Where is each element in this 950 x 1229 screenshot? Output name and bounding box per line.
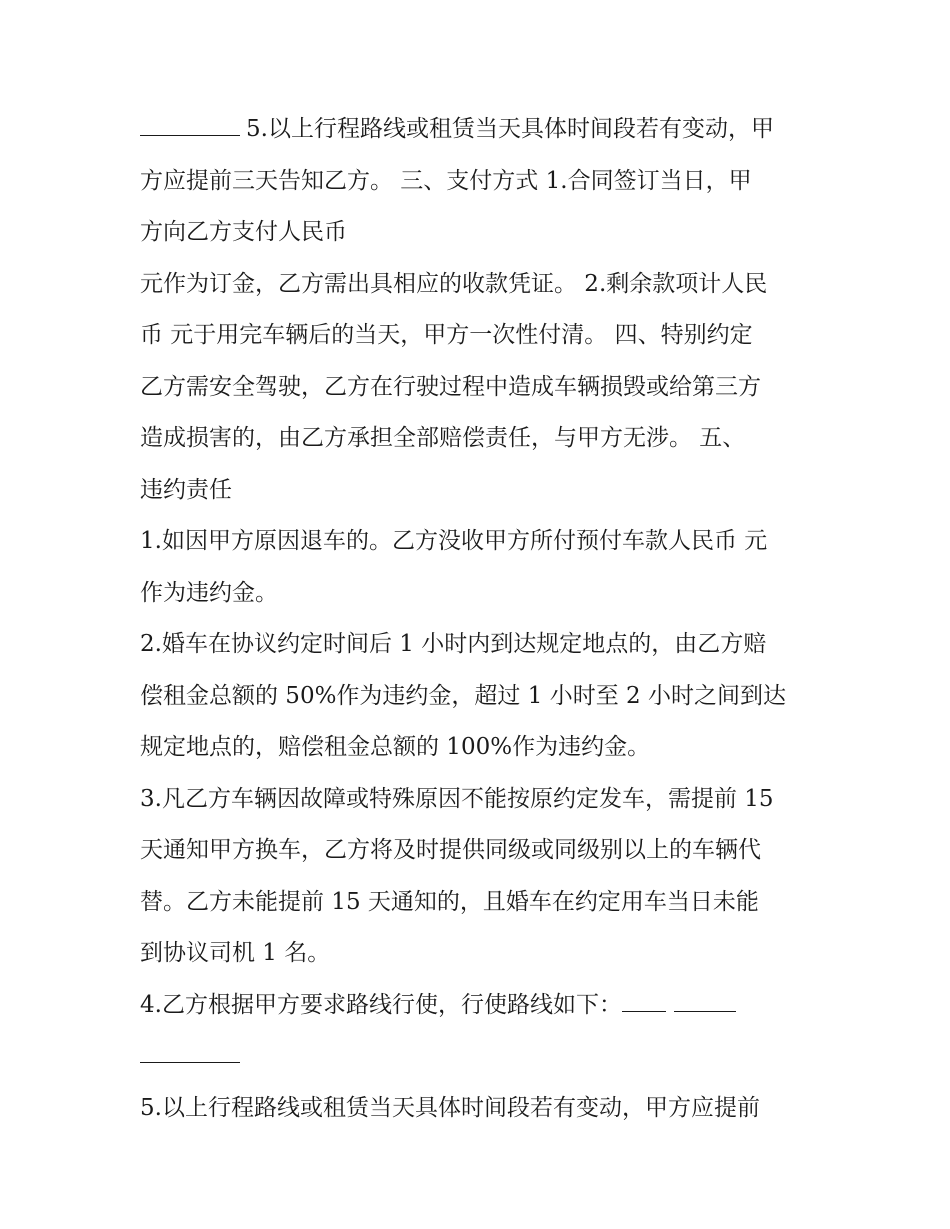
text-line <box>140 104 820 156</box>
line-text: 5.以上行程路线或租赁当天具体时间段若有变动，甲方应提前 <box>140 1094 760 1121</box>
text-line <box>140 825 820 877</box>
line-text: 方向乙方支付人民币 <box>140 219 347 245</box>
text-line <box>140 207 820 259</box>
text-line <box>140 259 820 311</box>
text-line <box>140 310 820 362</box>
line-text: 偿租金总额的 50%作为违约金，超过 1 小时至 2 小时之间到达 <box>140 682 786 709</box>
text-line <box>140 619 820 671</box>
line-text: 5.以上行程路线或租赁当天具体时间段若有变动，甲 <box>246 116 774 142</box>
text-line <box>140 980 820 1032</box>
blank-underline <box>140 1032 240 1063</box>
text-line <box>140 156 820 208</box>
text-line <box>140 1083 820 1135</box>
text-line <box>140 516 820 568</box>
line-text: 1.如因甲方原因退车的。乙方没收甲方所付预付车款人民币 元 <box>140 528 768 554</box>
blank-underline <box>674 981 736 1012</box>
text-line <box>140 928 820 980</box>
blank-underline <box>622 981 666 1012</box>
line-text: 替。乙方未能提前 15 天通知的，且婚车在约定用车当日未能 <box>140 888 759 915</box>
line-text: 乙方需安全驾驶，乙方在行驶过程中造成车辆损毁或给第三方 <box>140 373 761 400</box>
line-text: 造成损害的，由乙方承担全部赔偿责任，与甲方无涉。 五、 <box>140 425 746 451</box>
line-text: 天通知甲方换车，乙方将及时提供同级或同级别以上的车辆代 <box>140 837 761 863</box>
text-line <box>140 877 820 929</box>
line-text: 2.婚车在协议约定时间后 1 小时内到达规定地点的，由乙方赔 <box>140 631 767 657</box>
line-text: 3.凡乙方车辆因故障或特殊原因不能按原约定发车，需提前 15 <box>140 785 774 812</box>
line-text: 到协议司机 1 名。 <box>140 940 331 966</box>
text-line <box>140 568 820 620</box>
line-text: 元作为订金，乙方需出具相应的收款凭证。 2.剩余款项计人民 <box>140 270 768 297</box>
text-line <box>140 1031 820 1083</box>
line-text: 规定地点的，赔偿租金总额的 100%作为违约金。 <box>140 734 651 760</box>
line-text: 作为违约金。 <box>140 579 278 606</box>
text-line <box>140 774 820 826</box>
line-text: 币 元于用完车辆后的当天，甲方一次性付清。 四、特别约定 <box>140 322 753 348</box>
text-line <box>140 362 820 414</box>
line-text: 4.乙方根据甲方要求路线行使，行使路线如下： <box>140 991 622 1018</box>
contract-text <box>140 104 820 1134</box>
line-text: 违约责任 <box>140 476 232 503</box>
text-line <box>140 722 820 774</box>
line-text: 方应提前三天告知乙方。 三、支付方式 1.合同签订当日，甲 <box>140 167 752 194</box>
blank-underline <box>140 105 240 136</box>
text-line <box>140 465 820 517</box>
text-line <box>140 671 820 723</box>
text-line <box>140 413 820 465</box>
